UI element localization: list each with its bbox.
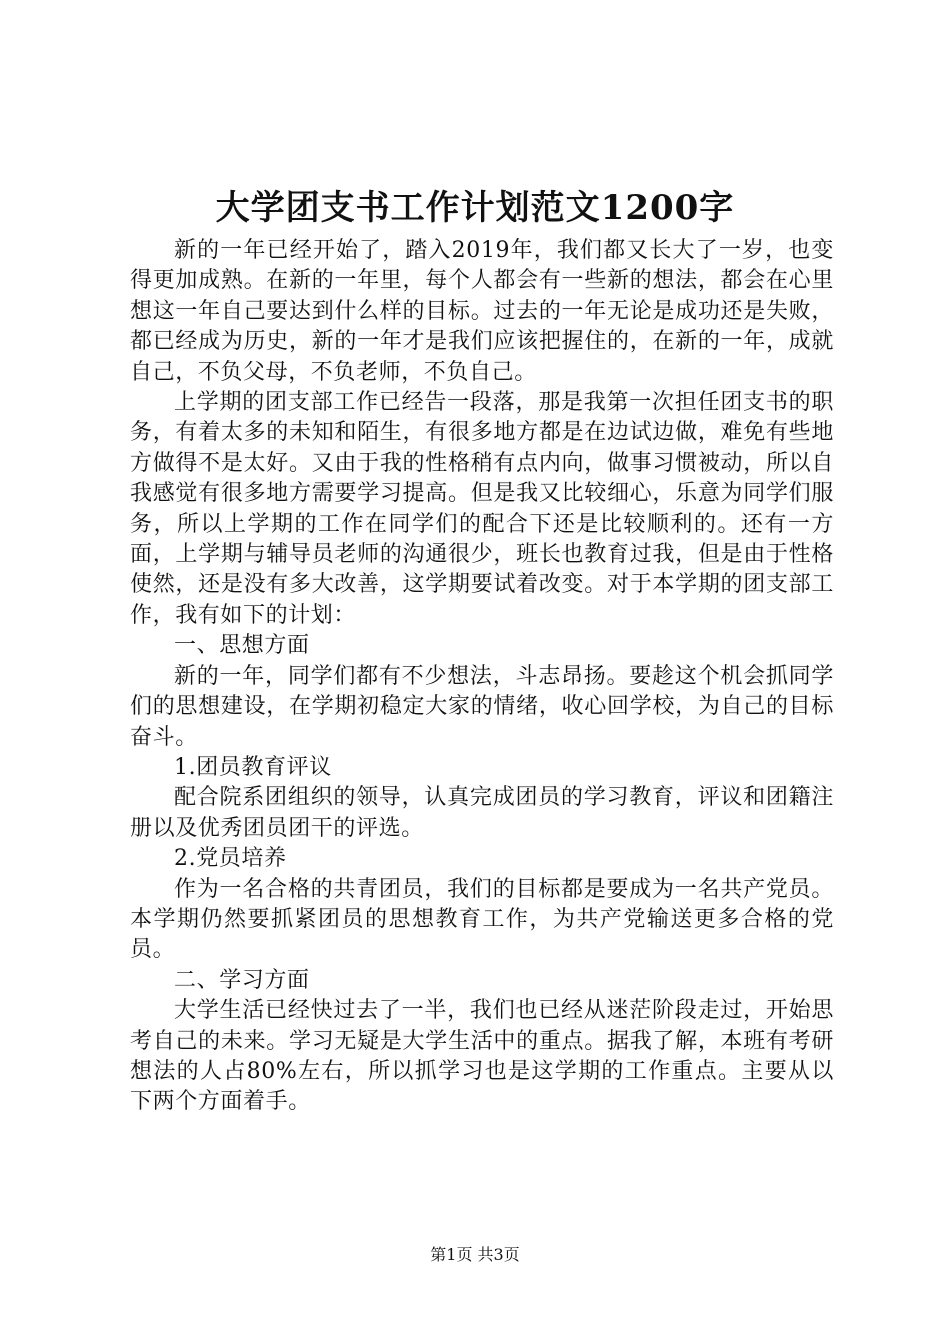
subheading-party-training: 2.党员培养 <box>174 846 287 872</box>
subheading-member-review: 1.团员教育评议 <box>174 754 332 780</box>
document-title: 大学团支书工作计划范文1200字 <box>215 188 735 228</box>
page-number-footer: 第1页 共3页 <box>430 1245 520 1264</box>
paragraph-member-review: 配合院系团组织的领导，认真完成团员的学习教育，评议和团籍注册以及优秀团员团干的评选。 <box>130 785 834 841</box>
paragraph-party-training: 作为一名合格的共青团员，我们的目标都是要成为一名共产党员。本学期仍然要抓紧团员的思想教育工作，为共产党输送更多合格的党员。 <box>130 876 834 963</box>
paragraph-study: 大学生活已经快过去了一半，我们也已经从迷茫阶段走过，开始思考自己的未来。学习无疑是大学生活中的重点。据我了解，本班有考研想法的人占80%左右，所以抓学习也是这学期的工作重点。主要从以下两个方面着手。 <box>130 998 834 1115</box>
paragraph-last-semester: 上学期的团支部工作已经告一段落，那是我第一次担任团支书的职务，有着太多的未知和陌生，有很多地方都是在边试边做，难免有些地方做得不是太好。又由于我的性格稍有点内向，做事习惯被动，所以自我感觉有很多地方需要学习提高。但是我又比较细心，乐意为同学们服务，所以上学期的工作在同学们的配合下还是比较顺利的。还有一方面，上学期与辅导员老师的沟通很少，班长也教育过我，但是由于性格使然，还是没有多大改善，这学期要试着改变。对于本学期的团支部工作，我有如下的计划： <box>130 390 834 628</box>
section-heading-study: 二、学习方面 <box>174 967 310 993</box>
paragraph-ideology: 新的一年，同学们都有不少想法，斗志昂扬。要趁这个机会抓同学们的思想建设，在学期初稳定大家的情绪，收心回学校，为自己的目标奋斗。 <box>130 663 834 750</box>
section-heading-ideology: 一、思想方面 <box>174 633 310 659</box>
paragraph-intro: 新的一年已经开始了，踏入2019年，我们都又长大了一岁，也变得更加成熟。在新的一年里，每个人都会有一些新的想法，都会在心里想这一年自己要达到什么样的目标。过去的一年无论是成功还是失败，都已经成为历史，新的一年才是我们应该把握住的，在新的一年，成就自己，不负父母，不负老师，不负自己。 <box>130 238 834 385</box>
document-body <box>130 236 834 1118</box>
